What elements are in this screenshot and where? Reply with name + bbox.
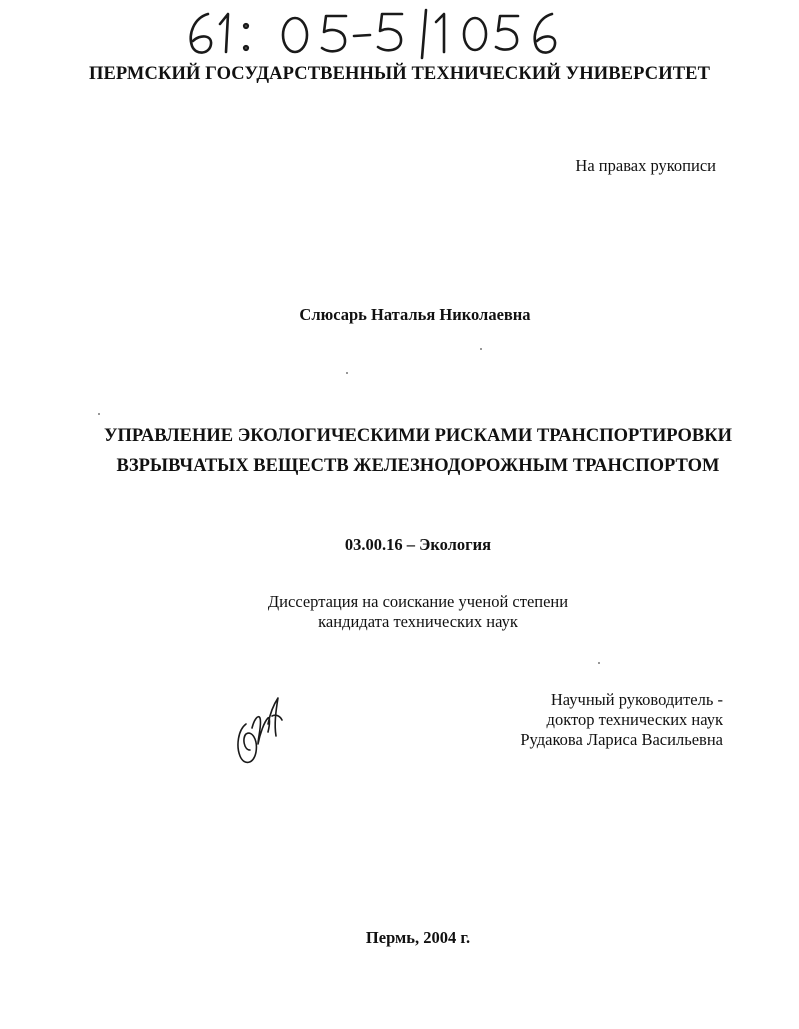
city-and-year: Пермь, 2004 г.: [365, 928, 471, 947]
degree-line: кандидата технических наук: [318, 612, 518, 631]
scan-speck: [346, 372, 348, 374]
handwritten-signature-icon: [232, 694, 284, 770]
scan-speck: [598, 662, 600, 664]
supervisor-line: доктор технических наук: [546, 710, 723, 729]
manuscript-rights-note: На правах рукописи: [575, 156, 716, 175]
scan-speck: [98, 413, 100, 415]
specialty-code: 03.00.16 – Экология: [344, 535, 492, 554]
supervisor-line: Рудакова Лариса Васильевна: [520, 730, 723, 749]
degree-line: Диссертация на соискание ученой степени: [267, 592, 569, 611]
archive-code-handwritten: [180, 8, 580, 60]
dissertation-title: [0, 421, 799, 481]
title-line: УПРАВЛЕНИЕ ЭКОЛОГИЧЕСКИМИ РИСКАМИ ТРАНСПОРТИРОВКИ: [103, 426, 733, 446]
author-name: Слюсарь Наталья Николаевна: [299, 305, 531, 324]
scan-speck: [480, 348, 482, 350]
supervisor-line: Научный руководитель -: [550, 690, 723, 709]
title-line: ВЗРЫВЧАТЫХ ВЕЩЕСТВ ЖЕЛЕЗНОДОРОЖНЫМ ТРАНСПОРТОМ: [116, 456, 720, 476]
university-name: ПЕРМСКИЙ ГОСУДАРСТВЕННЫЙ ТЕХНИЧЕСКИЙ УНИВЕРСИТЕТ: [88, 64, 711, 84]
archive-code-drawing: [180, 8, 580, 60]
scientific-supervisor: [470, 690, 723, 750]
degree-statement: [0, 592, 799, 632]
signature-drawing: [232, 694, 284, 770]
